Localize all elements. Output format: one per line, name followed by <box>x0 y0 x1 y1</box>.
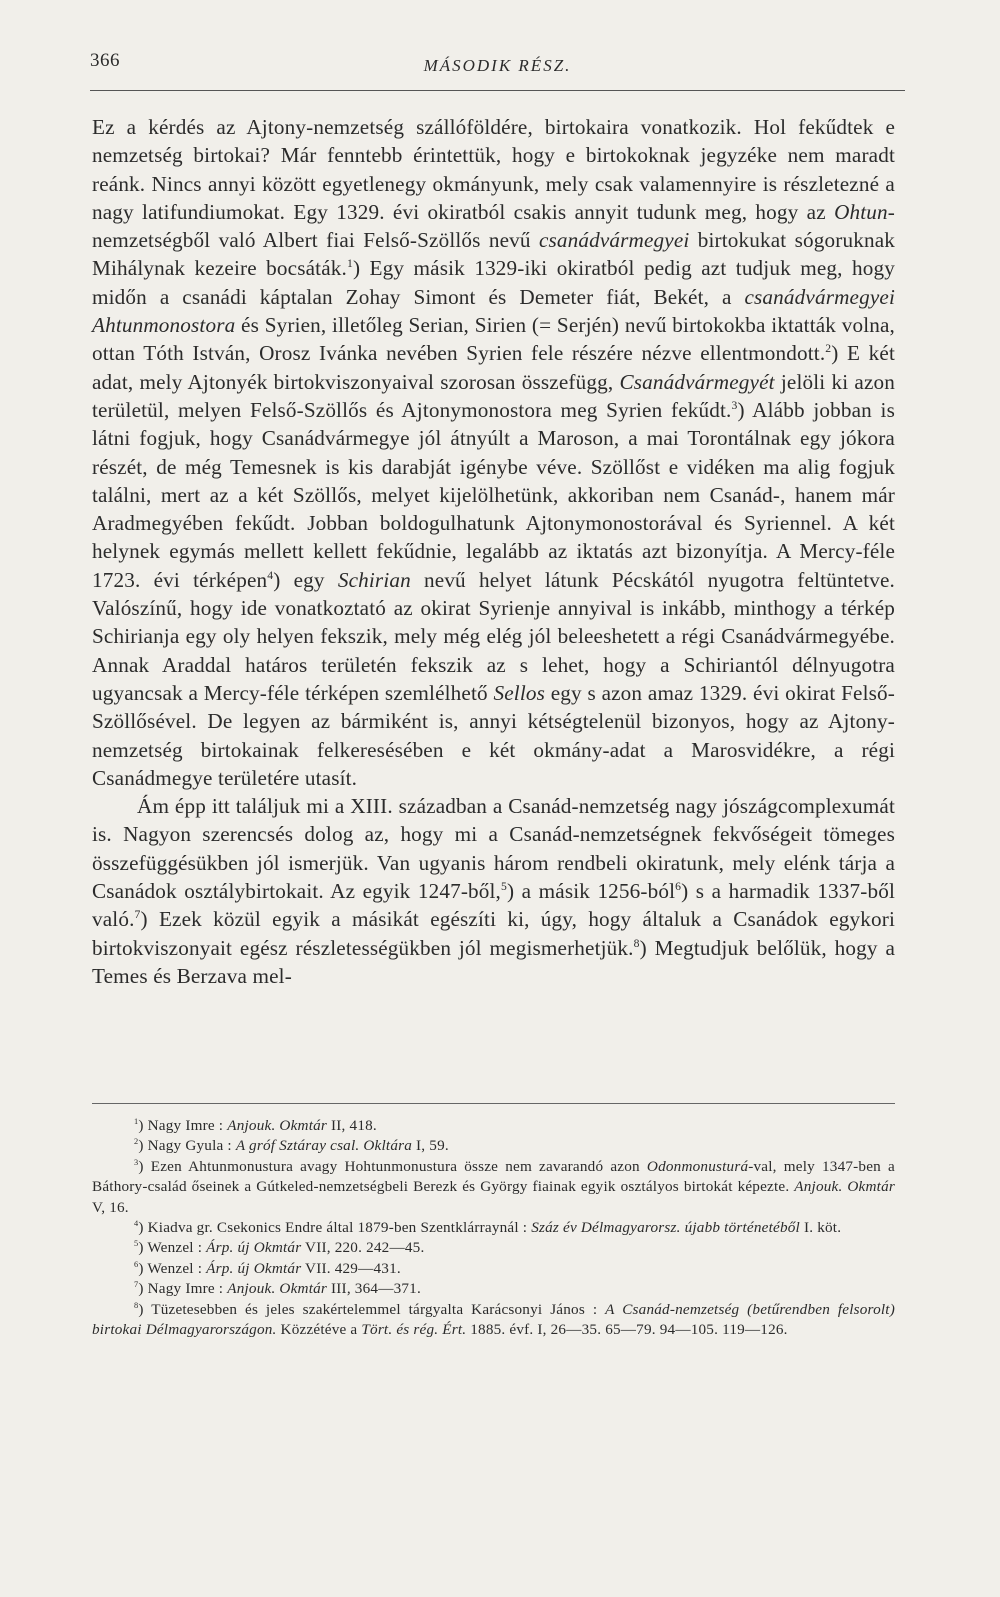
text-run: 1885. évf. I, 26—35. 65—79. 94—105. 119—126. <box>466 1321 788 1339</box>
text-run: nevű helyet látunk Pécskától nyugotra feltüntetve. Valószínű, hogy ide vonatkoztató az okirat Syrienje annyival is inkább, minthogy a térkép Schirianja egy oly helyen fekszik, mely még elég jól beleeshetett a régi Csanádvármegyébe. Annak Araddal határos területén fekszik az s lehet, hogy a Schiriantól délnyugotra ugyancsak a Mercy-féle térképen szemlélhető <box>92 567 895 705</box>
footnote <box>92 1259 895 1279</box>
text-run: ) a másik 1256-ból <box>506 879 676 904</box>
italic-text: Sellos <box>493 680 545 705</box>
italic-text: Anjouk. Okmtár <box>794 1178 895 1196</box>
italic-text: Csanádvármegyét <box>619 369 775 394</box>
footnote-ref: 1 <box>346 257 353 271</box>
text-run: ) Alább jobban is látni fogjuk, hogy Csanádvármegye jól átnyúlt a Maroson, a mai Torontálnak egy jókora részét, de még Temesnek is kis darabját igénybe véve. Szöllőst e vidéken ma alig fogjuk találni, mert az a két Szöllős, melyet kijelölhetünk, akkoriban nem Csanád-, hanem már Aradmegyében fekűdt. Jobban boldogulhatunk Ajtonymonostorával és Syriennel. A két helynek egymás mellett kellett fekűdnie, legalább az iktatás azt bizonyítja. A Mercy-féle 1723. évi térképen <box>92 397 895 592</box>
footnote-ref: 3 <box>134 1157 139 1167</box>
footnote <box>92 1300 895 1341</box>
footnote-ref: 6 <box>134 1259 139 1269</box>
italic-text: Anjouk. Okmtár <box>227 1117 328 1134</box>
text-run: VII, 220. 242—45. <box>301 1239 425 1257</box>
main-text <box>92 113 895 990</box>
footnote <box>92 1136 895 1156</box>
text-run: ) Wenzel : <box>138 1259 207 1277</box>
italic-text: Tört. és rég. Ért. <box>361 1321 467 1339</box>
text-run: és Syrien, illetőleg Serian, Sirien (= Serjén) nevű birtokokba iktatták volna, ottan Tóth István, Orosz Ivánka nevében Syrien fele részére nézve ellentmondott. <box>92 313 895 366</box>
footnote-ref: 6 <box>675 879 682 893</box>
footnote-ref: 3 <box>731 398 738 412</box>
italic-text: Száz év Délmagyarorsz. újabb történetéből <box>531 1219 800 1237</box>
text-run: V, 16. <box>92 1198 129 1216</box>
text-run: ) Nagy Imre : <box>138 1280 228 1298</box>
italic-text: csanádvármegyei Ahtunmonostora <box>92 284 895 338</box>
paragraph <box>92 113 895 792</box>
footnote <box>92 1116 895 1136</box>
footnote <box>92 1279 895 1299</box>
italic-text: Árp. új Okmtár <box>206 1239 302 1257</box>
text-run: ) Tüzetesebben és jeles szakértelemmel tárgyalta Karácsonyi János : <box>138 1300 606 1318</box>
italic-text: Odonmonusturá <box>646 1157 749 1175</box>
italic-text: Ohtun <box>834 199 888 224</box>
footnote-ref: 4 <box>267 568 274 582</box>
footnote-rule <box>92 1103 895 1104</box>
page-number: 366 <box>90 50 120 71</box>
footnote <box>92 1238 895 1258</box>
footnote-ref: 8 <box>134 1300 139 1310</box>
footnote-ref: 5 <box>501 879 507 893</box>
text-run: ) Wenzel : <box>138 1239 207 1257</box>
footnote <box>92 1157 895 1218</box>
text-run: I, 59. <box>412 1137 449 1155</box>
footnote-ref: 2 <box>134 1137 139 1147</box>
running-head: MÁSODIK RÉSZ. <box>423 56 572 75</box>
text-run: ) Ezen Ahtunmonustura avagy Hohtunmonustura össze nem zavarandó azon <box>138 1157 647 1175</box>
text-run: ) Nagy Imre : <box>138 1117 228 1134</box>
text-run: Ez a kérdés az Ajtony-nemzetség szállóföldére, birtokaira vonatkozik. Hol fekűdtek e nemzetség birtokai? Már fenntebb érintettük, hogy e birtokoknak jegyzéke nem maradt reánk. Nincs annyi között egyetlenegy okmányunk, mely csak valamennyire is részletezné a nagy latifundiumokat. Egy 1329. évi okiratból csakis annyit tudunk meg, hogy az <box>92 115 895 224</box>
text-run: Ám épp itt találjuk mi a XIII. században a Csanád-nemzetség nagy jószágcomplexumát is. Nagyon szerencsés dolog az, hogy mi a Csanád-nemzetségnek fekvőségeit tömeges összefüggésükben jól ismerjük. Van ugyanis három rendbeli okiratunk, mely elénk tárja a Csanádok osztálybirtokait. Az egyik 1247-ből, <box>92 794 895 904</box>
text-run: II, 418. <box>327 1117 377 1134</box>
text-run: ) Kiadva gr. Csekonics Endre által 1879-ben Szentklárraynál : <box>138 1219 532 1237</box>
text-run: ) Ezek közül egyik a másikát egészíti ki, úgy, hogy általuk a Csanádok egykori birtokviszonyait egész részletességükben jól megismerhetjük. <box>92 907 895 960</box>
footnote-ref: 8 <box>633 936 640 950</box>
text-run: ) Nagy Gyula : <box>138 1137 236 1155</box>
header-rule <box>90 90 905 91</box>
italic-text: A Csanád-nemzetség (betűrendben felsorolt) birtokai Délmagyarországon. <box>92 1300 895 1339</box>
text-run: -nemzetségből való Albert fiai Felső-Szöllős nevű <box>92 199 895 253</box>
text-run: VII. 429—431. <box>301 1259 401 1277</box>
text-run: ) s a harmadik 1337-ből való. <box>92 879 895 932</box>
footnotes <box>92 1116 895 1340</box>
text-run: ) E két adat, mely Ajtonyék birtokviszonyaival szorosan összefügg, <box>92 341 895 394</box>
footnote <box>92 1218 895 1238</box>
footnote-ref: 5 <box>134 1239 139 1249</box>
italic-text: csanádvármegyei <box>538 228 690 253</box>
italic-text: Anjouk. Okmtár <box>227 1280 328 1298</box>
footnote-ref: 2 <box>825 342 832 356</box>
italic-text: Árp. új Okmtár <box>206 1259 302 1277</box>
text-run: Közzétéve a <box>276 1321 362 1339</box>
footnote-ref: 7 <box>134 908 141 922</box>
footnote-ref: 1 <box>134 1116 139 1126</box>
text-run: egy s azon amaz 1329. évi okirat Felső-Szöllősével. De legyen az bármiként is, annyi kétségtelenül bizonyos, hogy az Ajtony-nemzetség birtokainak felkeresésében e két okmány-adat a Marosvidékre, a régi Csanádmegye területére utasít. <box>92 680 895 790</box>
text-run: ) egy <box>273 567 338 592</box>
text-run: jelöli ki azon területül, melyen Felső-Szöllős és Ajtonymonostora meg Syrien fekűdt. <box>92 369 895 422</box>
text-run: I. köt. <box>799 1219 842 1237</box>
text-run: -val, mely 1347-ben a Báthory-család őseinek a Gútkeled-nemzetségbeli Berezk és György fiainak egyik osztályos birtokát képezte. <box>92 1157 895 1196</box>
text-run: III, 364—371. <box>327 1280 421 1298</box>
footnote-ref: 7 <box>134 1280 139 1290</box>
footnote-ref: 4 <box>134 1218 139 1228</box>
italic-text: A gróf Sztáray csal. Okltára <box>235 1137 413 1155</box>
page-header <box>90 46 905 96</box>
text-run: ) Megtudjuk belőlük, hogy a Temes és Berzava mel- <box>92 935 895 988</box>
italic-text: Schirian <box>337 567 411 592</box>
text-run: ) Egy másik 1329-iki okiratból pedig azt tudjuk meg, hogy midőn a csanádi káptalan Zohay Simont és Demeter fiát, Bekét, a <box>92 256 896 309</box>
text-run: birtokukat sógoruknak Mihálynak kezeire bocsáták. <box>92 228 895 281</box>
paragraph <box>92 792 895 990</box>
